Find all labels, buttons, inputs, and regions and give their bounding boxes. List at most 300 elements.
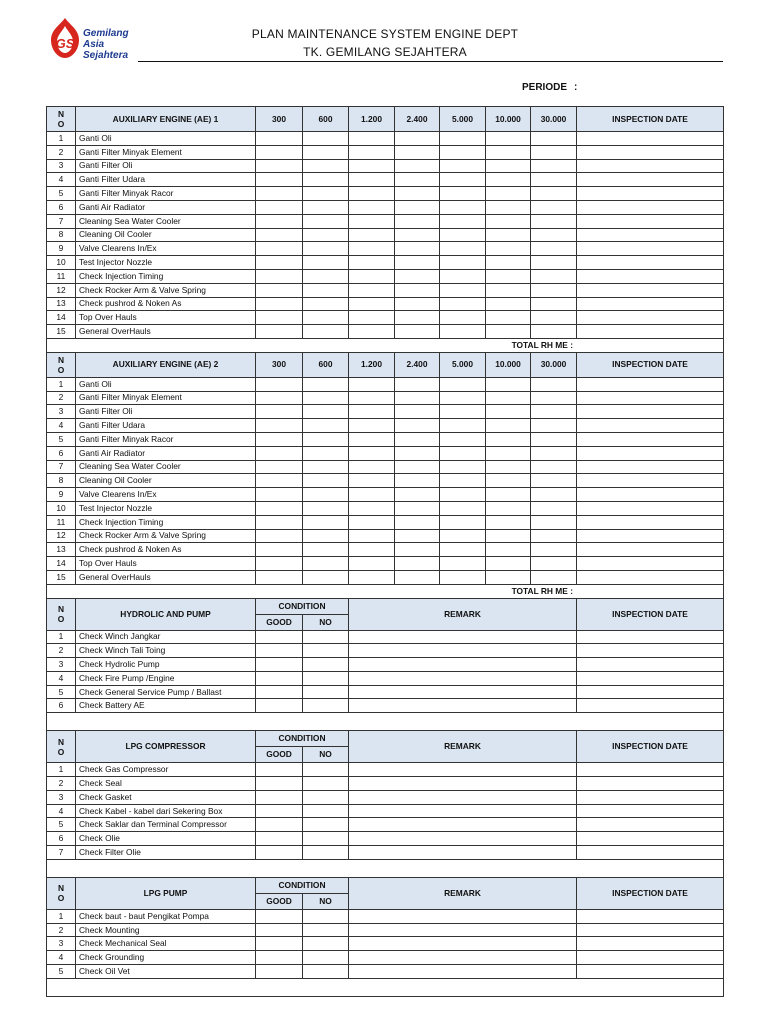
- hour-check-cell[interactable]: [303, 460, 349, 474]
- remark-cell[interactable]: [349, 937, 577, 951]
- hour-check-cell[interactable]: [531, 515, 577, 529]
- hour-check-cell[interactable]: [256, 283, 303, 297]
- inspection-date-cell[interactable]: [577, 187, 724, 201]
- inspection-date-cell[interactable]: [577, 377, 724, 391]
- inspection-date-cell[interactable]: [577, 923, 724, 937]
- hour-check-cell[interactable]: [486, 515, 531, 529]
- inspection-date-cell[interactable]: [577, 228, 724, 242]
- hour-check-cell[interactable]: [486, 145, 531, 159]
- hour-check-cell[interactable]: [349, 557, 395, 571]
- hour-check-cell[interactable]: [256, 242, 303, 256]
- hour-check-cell[interactable]: [395, 228, 440, 242]
- hour-check-cell[interactable]: [303, 557, 349, 571]
- hour-check-cell[interactable]: [395, 256, 440, 270]
- hour-check-cell[interactable]: [531, 529, 577, 543]
- no-cell[interactable]: [303, 699, 349, 713]
- hour-check-cell[interactable]: [486, 557, 531, 571]
- no-cell[interactable]: [303, 790, 349, 804]
- hour-check-cell[interactable]: [349, 311, 395, 325]
- hour-check-cell[interactable]: [303, 488, 349, 502]
- inspection-date-cell[interactable]: [577, 671, 724, 685]
- inspection-date-cell[interactable]: [577, 256, 724, 270]
- hour-check-cell[interactable]: [349, 501, 395, 515]
- hour-check-cell[interactable]: [303, 214, 349, 228]
- hour-check-cell[interactable]: [256, 543, 303, 557]
- hour-check-cell[interactable]: [531, 159, 577, 173]
- hour-check-cell[interactable]: [256, 200, 303, 214]
- inspection-date-cell[interactable]: [577, 777, 724, 791]
- good-cell[interactable]: [256, 923, 303, 937]
- hour-check-cell[interactable]: [256, 173, 303, 187]
- hour-check-cell[interactable]: [440, 474, 486, 488]
- hour-check-cell[interactable]: [256, 132, 303, 146]
- remark-cell[interactable]: [349, 923, 577, 937]
- hour-check-cell[interactable]: [440, 132, 486, 146]
- hour-check-cell[interactable]: [256, 432, 303, 446]
- hour-check-cell[interactable]: [531, 242, 577, 256]
- inspection-date-cell[interactable]: [577, 145, 724, 159]
- hour-check-cell[interactable]: [486, 283, 531, 297]
- hour-check-cell[interactable]: [349, 419, 395, 433]
- hour-check-cell[interactable]: [531, 269, 577, 283]
- hour-check-cell[interactable]: [440, 570, 486, 584]
- hour-check-cell[interactable]: [395, 446, 440, 460]
- no-cell[interactable]: [303, 909, 349, 923]
- hour-check-cell[interactable]: [349, 432, 395, 446]
- good-cell[interactable]: [256, 685, 303, 699]
- hour-check-cell[interactable]: [486, 501, 531, 515]
- inspection-date-cell[interactable]: [577, 644, 724, 658]
- hour-check-cell[interactable]: [303, 297, 349, 311]
- good-cell[interactable]: [256, 909, 303, 923]
- hour-check-cell[interactable]: [256, 557, 303, 571]
- hour-check-cell[interactable]: [395, 570, 440, 584]
- hour-check-cell[interactable]: [395, 515, 440, 529]
- hour-check-cell[interactable]: [349, 543, 395, 557]
- no-cell[interactable]: [303, 777, 349, 791]
- hour-check-cell[interactable]: [256, 515, 303, 529]
- no-cell[interactable]: [303, 644, 349, 658]
- hour-check-cell[interactable]: [440, 269, 486, 283]
- good-cell[interactable]: [256, 804, 303, 818]
- inspection-date-cell[interactable]: [577, 818, 724, 832]
- good-cell[interactable]: [256, 818, 303, 832]
- hour-check-cell[interactable]: [256, 405, 303, 419]
- inspection-date-cell[interactable]: [577, 543, 724, 557]
- hour-check-cell[interactable]: [303, 200, 349, 214]
- hour-check-cell[interactable]: [395, 432, 440, 446]
- hour-check-cell[interactable]: [440, 228, 486, 242]
- inspection-date-cell[interactable]: [577, 446, 724, 460]
- hour-check-cell[interactable]: [531, 543, 577, 557]
- inspection-date-cell[interactable]: [577, 132, 724, 146]
- hour-check-cell[interactable]: [349, 200, 395, 214]
- good-cell[interactable]: [256, 832, 303, 846]
- inspection-date-cell[interactable]: [577, 699, 724, 713]
- hour-check-cell[interactable]: [440, 377, 486, 391]
- hour-check-cell[interactable]: [349, 460, 395, 474]
- hour-check-cell[interactable]: [440, 391, 486, 405]
- remark-cell[interactable]: [349, 846, 577, 860]
- hour-check-cell[interactable]: [395, 242, 440, 256]
- inspection-date-cell[interactable]: [577, 283, 724, 297]
- hour-check-cell[interactable]: [303, 515, 349, 529]
- hour-check-cell[interactable]: [440, 432, 486, 446]
- remark-cell[interactable]: [349, 909, 577, 923]
- no-cell[interactable]: [303, 630, 349, 644]
- no-cell[interactable]: [303, 671, 349, 685]
- hour-check-cell[interactable]: [440, 488, 486, 502]
- inspection-date-cell[interactable]: [577, 419, 724, 433]
- hour-check-cell[interactable]: [303, 377, 349, 391]
- hour-check-cell[interactable]: [349, 173, 395, 187]
- hour-check-cell[interactable]: [486, 214, 531, 228]
- good-cell[interactable]: [256, 937, 303, 951]
- no-cell[interactable]: [303, 846, 349, 860]
- hour-check-cell[interactable]: [531, 200, 577, 214]
- hour-check-cell[interactable]: [349, 145, 395, 159]
- hour-check-cell[interactable]: [349, 256, 395, 270]
- hour-check-cell[interactable]: [531, 570, 577, 584]
- hour-check-cell[interactable]: [486, 132, 531, 146]
- hour-check-cell[interactable]: [303, 501, 349, 515]
- hour-check-cell[interactable]: [303, 543, 349, 557]
- hour-check-cell[interactable]: [303, 242, 349, 256]
- inspection-date-cell[interactable]: [577, 965, 724, 979]
- hour-check-cell[interactable]: [303, 405, 349, 419]
- hour-check-cell[interactable]: [303, 283, 349, 297]
- hour-check-cell[interactable]: [395, 529, 440, 543]
- hour-check-cell[interactable]: [440, 543, 486, 557]
- hour-check-cell[interactable]: [395, 269, 440, 283]
- no-cell[interactable]: [303, 818, 349, 832]
- hour-check-cell[interactable]: [303, 446, 349, 460]
- hour-check-cell[interactable]: [349, 283, 395, 297]
- hour-check-cell[interactable]: [256, 488, 303, 502]
- hour-check-cell[interactable]: [395, 145, 440, 159]
- hour-check-cell[interactable]: [349, 446, 395, 460]
- hour-check-cell[interactable]: [440, 145, 486, 159]
- inspection-date-cell[interactable]: [577, 846, 724, 860]
- inspection-date-cell[interactable]: [577, 951, 724, 965]
- hour-check-cell[interactable]: [531, 446, 577, 460]
- hour-check-cell[interactable]: [486, 570, 531, 584]
- hour-check-cell[interactable]: [349, 474, 395, 488]
- hour-check-cell[interactable]: [256, 501, 303, 515]
- hour-check-cell[interactable]: [303, 570, 349, 584]
- hour-check-cell[interactable]: [531, 297, 577, 311]
- no-cell[interactable]: [303, 685, 349, 699]
- remark-cell[interactable]: [349, 832, 577, 846]
- hour-check-cell[interactable]: [440, 405, 486, 419]
- hour-check-cell[interactable]: [486, 297, 531, 311]
- hour-check-cell[interactable]: [303, 391, 349, 405]
- hour-check-cell[interactable]: [531, 214, 577, 228]
- inspection-date-cell[interactable]: [577, 557, 724, 571]
- hour-check-cell[interactable]: [349, 488, 395, 502]
- hour-check-cell[interactable]: [349, 529, 395, 543]
- no-cell[interactable]: [303, 923, 349, 937]
- hour-check-cell[interactable]: [349, 214, 395, 228]
- hour-check-cell[interactable]: [349, 132, 395, 146]
- hour-check-cell[interactable]: [395, 488, 440, 502]
- hour-check-cell[interactable]: [395, 297, 440, 311]
- hour-check-cell[interactable]: [486, 432, 531, 446]
- hour-check-cell[interactable]: [395, 159, 440, 173]
- hour-check-cell[interactable]: [486, 311, 531, 325]
- hour-check-cell[interactable]: [531, 501, 577, 515]
- hour-check-cell[interactable]: [440, 325, 486, 339]
- hour-check-cell[interactable]: [440, 200, 486, 214]
- hour-check-cell[interactable]: [486, 325, 531, 339]
- inspection-date-cell[interactable]: [577, 405, 724, 419]
- hour-check-cell[interactable]: [256, 187, 303, 201]
- hour-check-cell[interactable]: [440, 159, 486, 173]
- no-cell[interactable]: [303, 763, 349, 777]
- no-cell[interactable]: [303, 937, 349, 951]
- hour-check-cell[interactable]: [395, 405, 440, 419]
- hour-check-cell[interactable]: [303, 419, 349, 433]
- good-cell[interactable]: [256, 846, 303, 860]
- remark-cell[interactable]: [349, 951, 577, 965]
- good-cell[interactable]: [256, 671, 303, 685]
- hour-check-cell[interactable]: [395, 419, 440, 433]
- hour-check-cell[interactable]: [486, 242, 531, 256]
- good-cell[interactable]: [256, 790, 303, 804]
- no-cell[interactable]: [303, 804, 349, 818]
- hour-check-cell[interactable]: [303, 311, 349, 325]
- hour-check-cell[interactable]: [256, 391, 303, 405]
- hour-check-cell[interactable]: [531, 145, 577, 159]
- remark-cell[interactable]: [349, 630, 577, 644]
- good-cell[interactable]: [256, 658, 303, 672]
- remark-cell[interactable]: [349, 658, 577, 672]
- hour-check-cell[interactable]: [531, 474, 577, 488]
- hour-check-cell[interactable]: [531, 460, 577, 474]
- hour-check-cell[interactable]: [486, 419, 531, 433]
- inspection-date-cell[interactable]: [577, 501, 724, 515]
- hour-check-cell[interactable]: [256, 325, 303, 339]
- hour-check-cell[interactable]: [440, 256, 486, 270]
- hour-check-cell[interactable]: [256, 446, 303, 460]
- good-cell[interactable]: [256, 630, 303, 644]
- hour-check-cell[interactable]: [531, 283, 577, 297]
- inspection-date-cell[interactable]: [577, 529, 724, 543]
- hour-check-cell[interactable]: [395, 391, 440, 405]
- hour-check-cell[interactable]: [303, 228, 349, 242]
- hour-check-cell[interactable]: [531, 325, 577, 339]
- hour-check-cell[interactable]: [256, 269, 303, 283]
- hour-check-cell[interactable]: [486, 391, 531, 405]
- inspection-date-cell[interactable]: [577, 269, 724, 283]
- hour-check-cell[interactable]: [395, 187, 440, 201]
- inspection-date-cell[interactable]: [577, 685, 724, 699]
- inspection-date-cell[interactable]: [577, 432, 724, 446]
- hour-check-cell[interactable]: [349, 515, 395, 529]
- hour-check-cell[interactable]: [256, 570, 303, 584]
- remark-cell[interactable]: [349, 763, 577, 777]
- hour-check-cell[interactable]: [486, 460, 531, 474]
- good-cell[interactable]: [256, 951, 303, 965]
- hour-check-cell[interactable]: [395, 501, 440, 515]
- hour-check-cell[interactable]: [440, 515, 486, 529]
- hour-check-cell[interactable]: [256, 529, 303, 543]
- remark-cell[interactable]: [349, 685, 577, 699]
- inspection-date-cell[interactable]: [577, 937, 724, 951]
- hour-check-cell[interactable]: [486, 228, 531, 242]
- hour-check-cell[interactable]: [303, 173, 349, 187]
- hour-check-cell[interactable]: [256, 311, 303, 325]
- hour-check-cell[interactable]: [349, 405, 395, 419]
- hour-check-cell[interactable]: [303, 325, 349, 339]
- hour-check-cell[interactable]: [531, 311, 577, 325]
- hour-check-cell[interactable]: [531, 488, 577, 502]
- hour-check-cell[interactable]: [256, 419, 303, 433]
- hour-check-cell[interactable]: [349, 228, 395, 242]
- inspection-date-cell[interactable]: [577, 790, 724, 804]
- hour-check-cell[interactable]: [349, 159, 395, 173]
- hour-check-cell[interactable]: [303, 269, 349, 283]
- remark-cell[interactable]: [349, 818, 577, 832]
- no-cell[interactable]: [303, 951, 349, 965]
- inspection-date-cell[interactable]: [577, 173, 724, 187]
- hour-check-cell[interactable]: [486, 474, 531, 488]
- hour-check-cell[interactable]: [349, 242, 395, 256]
- remark-cell[interactable]: [349, 644, 577, 658]
- hour-check-cell[interactable]: [349, 377, 395, 391]
- hour-check-cell[interactable]: [395, 460, 440, 474]
- hour-check-cell[interactable]: [486, 405, 531, 419]
- good-cell[interactable]: [256, 699, 303, 713]
- hour-check-cell[interactable]: [440, 242, 486, 256]
- hour-check-cell[interactable]: [531, 391, 577, 405]
- inspection-date-cell[interactable]: [577, 804, 724, 818]
- hour-check-cell[interactable]: [349, 187, 395, 201]
- hour-check-cell[interactable]: [395, 214, 440, 228]
- hour-check-cell[interactable]: [531, 173, 577, 187]
- hour-check-cell[interactable]: [486, 187, 531, 201]
- hour-check-cell[interactable]: [349, 391, 395, 405]
- inspection-date-cell[interactable]: [577, 460, 724, 474]
- no-cell[interactable]: [303, 832, 349, 846]
- hour-check-cell[interactable]: [531, 557, 577, 571]
- hour-check-cell[interactable]: [349, 297, 395, 311]
- hour-check-cell[interactable]: [486, 377, 531, 391]
- hour-check-cell[interactable]: [486, 529, 531, 543]
- hour-check-cell[interactable]: [486, 488, 531, 502]
- hour-check-cell[interactable]: [395, 311, 440, 325]
- hour-check-cell[interactable]: [531, 405, 577, 419]
- inspection-date-cell[interactable]: [577, 311, 724, 325]
- hour-check-cell[interactable]: [303, 432, 349, 446]
- inspection-date-cell[interactable]: [577, 763, 724, 777]
- remark-cell[interactable]: [349, 699, 577, 713]
- inspection-date-cell[interactable]: [577, 570, 724, 584]
- hour-check-cell[interactable]: [395, 173, 440, 187]
- hour-check-cell[interactable]: [531, 419, 577, 433]
- hour-check-cell[interactable]: [303, 159, 349, 173]
- hour-check-cell[interactable]: [395, 543, 440, 557]
- hour-check-cell[interactable]: [256, 460, 303, 474]
- inspection-date-cell[interactable]: [577, 325, 724, 339]
- inspection-date-cell[interactable]: [577, 242, 724, 256]
- hour-check-cell[interactable]: [256, 377, 303, 391]
- hour-check-cell[interactable]: [303, 132, 349, 146]
- hour-check-cell[interactable]: [440, 173, 486, 187]
- hour-check-cell[interactable]: [440, 529, 486, 543]
- hour-check-cell[interactable]: [256, 214, 303, 228]
- hour-check-cell[interactable]: [531, 228, 577, 242]
- hour-check-cell[interactable]: [256, 256, 303, 270]
- hour-check-cell[interactable]: [256, 474, 303, 488]
- hour-check-cell[interactable]: [395, 474, 440, 488]
- no-cell[interactable]: [303, 965, 349, 979]
- hour-check-cell[interactable]: [440, 311, 486, 325]
- hour-check-cell[interactable]: [440, 446, 486, 460]
- inspection-date-cell[interactable]: [577, 474, 724, 488]
- inspection-date-cell[interactable]: [577, 488, 724, 502]
- hour-check-cell[interactable]: [395, 325, 440, 339]
- inspection-date-cell[interactable]: [577, 832, 724, 846]
- inspection-date-cell[interactable]: [577, 515, 724, 529]
- hour-check-cell[interactable]: [531, 256, 577, 270]
- hour-check-cell[interactable]: [303, 529, 349, 543]
- hour-check-cell[interactable]: [486, 543, 531, 557]
- good-cell[interactable]: [256, 965, 303, 979]
- hour-check-cell[interactable]: [486, 200, 531, 214]
- hour-check-cell[interactable]: [440, 460, 486, 474]
- hour-check-cell[interactable]: [531, 432, 577, 446]
- hour-check-cell[interactable]: [303, 474, 349, 488]
- hour-check-cell[interactable]: [531, 377, 577, 391]
- hour-check-cell[interactable]: [256, 228, 303, 242]
- inspection-date-cell[interactable]: [577, 297, 724, 311]
- inspection-date-cell[interactable]: [577, 159, 724, 173]
- hour-check-cell[interactable]: [256, 159, 303, 173]
- hour-check-cell[interactable]: [303, 145, 349, 159]
- remark-cell[interactable]: [349, 804, 577, 818]
- hour-check-cell[interactable]: [303, 256, 349, 270]
- inspection-date-cell[interactable]: [577, 214, 724, 228]
- hour-check-cell[interactable]: [486, 446, 531, 460]
- hour-check-cell[interactable]: [440, 501, 486, 515]
- inspection-date-cell[interactable]: [577, 200, 724, 214]
- good-cell[interactable]: [256, 763, 303, 777]
- hour-check-cell[interactable]: [349, 269, 395, 283]
- hour-check-cell[interactable]: [440, 214, 486, 228]
- good-cell[interactable]: [256, 644, 303, 658]
- hour-check-cell[interactable]: [440, 297, 486, 311]
- remark-cell[interactable]: [349, 671, 577, 685]
- hour-check-cell[interactable]: [486, 173, 531, 187]
- hour-check-cell[interactable]: [531, 187, 577, 201]
- hour-check-cell[interactable]: [395, 283, 440, 297]
- inspection-date-cell[interactable]: [577, 909, 724, 923]
- remark-cell[interactable]: [349, 965, 577, 979]
- hour-check-cell[interactable]: [349, 570, 395, 584]
- hour-check-cell[interactable]: [486, 256, 531, 270]
- inspection-date-cell[interactable]: [577, 630, 724, 644]
- no-cell[interactable]: [303, 658, 349, 672]
- hour-check-cell[interactable]: [395, 377, 440, 391]
- hour-check-cell[interactable]: [440, 283, 486, 297]
- hour-check-cell[interactable]: [349, 325, 395, 339]
- hour-check-cell[interactable]: [486, 269, 531, 283]
- inspection-date-cell[interactable]: [577, 658, 724, 672]
- hour-check-cell[interactable]: [440, 557, 486, 571]
- good-cell[interactable]: [256, 777, 303, 791]
- hour-check-cell[interactable]: [395, 132, 440, 146]
